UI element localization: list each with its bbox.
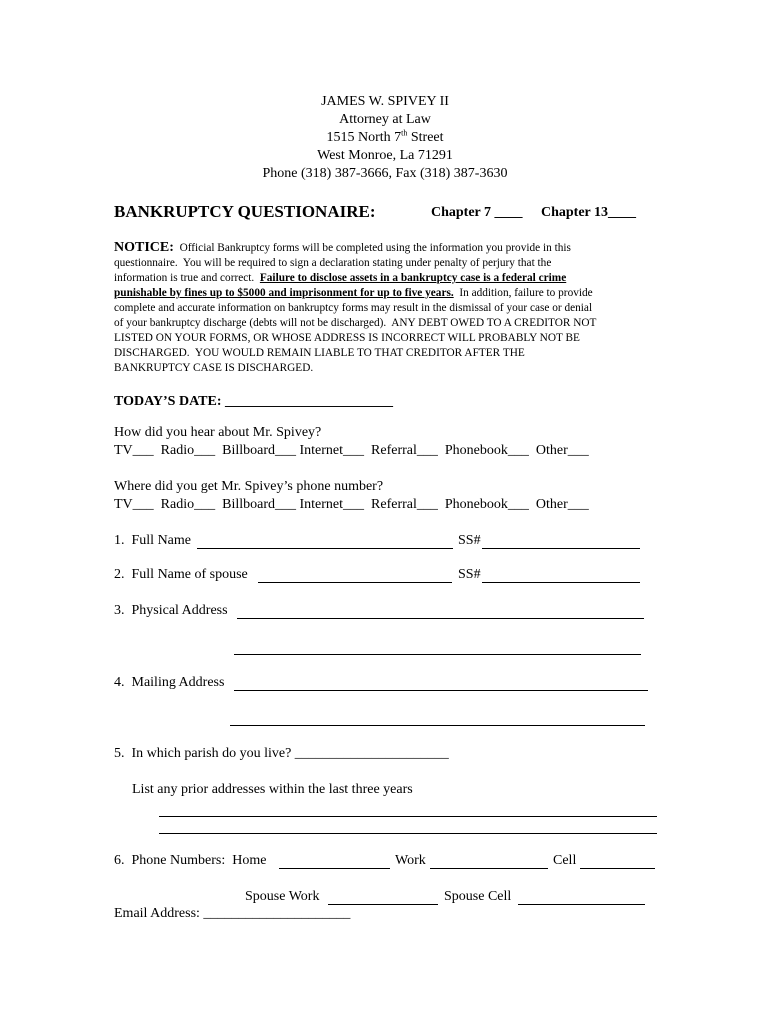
notice-line: Official Bankruptcy forms will be completed using the information you provide in this	[179, 242, 571, 254]
notice-warning: Failure to disclose assets in a bankruptcy case is a federal crime	[259, 272, 567, 284]
spouse-name-input[interactable]	[258, 582, 452, 583]
work-phone-label: Work	[395, 853, 426, 868]
notice-line: complete and accurate information on bankruptcy forms may result in the dismissal of your case or denial	[114, 302, 593, 314]
hear-options[interactable]: TV___ Radio___ Billboard___ Internet___ Referral___ Phonebook___ Other___	[114, 443, 589, 458]
full-name-input[interactable]	[197, 548, 453, 549]
attorney-name: JAMES W. SPIVEY II	[321, 94, 449, 109]
mailing-address-input-2[interactable]	[230, 725, 645, 726]
notice-line: questionnaire. You will be required to sign a declaration stating under penalty of perjury that the	[114, 257, 552, 269]
notice-warning: punishable by fines up to $5000 and imprisonment for up to five years.	[114, 287, 454, 299]
notice-line: In addition, failure to provide	[453, 287, 593, 299]
spouse-work-label: Spouse Work	[245, 889, 320, 904]
spouse-ss-input[interactable]	[482, 582, 640, 583]
notice-heading: NOTICE:	[114, 240, 174, 255]
spouse-ss-label: SS#	[458, 567, 481, 582]
notice-line: DISCHARGED. YOU WOULD REMAIN LIABLE TO THAT CREDITOR AFTER THE	[114, 347, 525, 359]
ss-input[interactable]	[482, 548, 640, 549]
hear-question: How did you hear about Mr. Spivey?	[114, 425, 322, 440]
phone-fax: Phone (318) 387-3666, Fax (318) 387-3630	[262, 166, 508, 181]
attorney-title: Attorney at Law	[339, 112, 431, 127]
ss-label: SS#	[458, 533, 481, 548]
todays-date-field[interactable]: TODAY’S DATE: ________________________	[114, 394, 393, 409]
phone-source-options[interactable]: TV___ Radio___ Billboard___ Internet___ Referral___ Phonebook___ Other___	[114, 497, 589, 512]
physical-address-input[interactable]	[237, 618, 644, 619]
prior-address-input-2[interactable]	[159, 833, 657, 834]
notice-line: LISTED ON YOUR FORMS, OR WHOSE ADDRESS IS INCORRECT WILL PROBABLY NOT BE	[114, 332, 580, 344]
home-phone-input[interactable]	[279, 868, 390, 869]
cell-phone-input[interactable]	[580, 868, 655, 869]
address-city: West Monroe, La 71291	[317, 148, 453, 163]
spouse-work-input[interactable]	[328, 904, 438, 905]
home-phone-label: 6. Phone Numbers: Home	[114, 853, 267, 868]
prior-address-input-1[interactable]	[159, 816, 657, 817]
chapter-7-field[interactable]: Chapter 7 ____	[431, 205, 523, 220]
spouse-name-label: 2. Full Name of spouse	[114, 567, 248, 582]
address-street: 1515 North 7th Street	[326, 128, 444, 145]
work-phone-input[interactable]	[430, 868, 548, 869]
chapter-13-field[interactable]: Chapter 13____	[541, 205, 637, 220]
mailing-address-label: 4. Mailing Address	[114, 675, 225, 690]
parish-field[interactable]: 5. In which parish do you live? ______________________	[114, 746, 449, 761]
spouse-cell-input[interactable]	[518, 904, 645, 905]
form-title: BANKRUPTCY QUESTIONAIRE:	[114, 202, 376, 221]
prior-addresses-label: List any prior addresses within the last three years	[132, 782, 413, 797]
email-field[interactable]: Email Address: _____________________	[114, 906, 351, 921]
spouse-cell-label: Spouse Cell	[444, 889, 512, 904]
notice-line: BANKRUPTCY CASE IS DISCHARGED.	[114, 362, 314, 374]
mailing-address-input[interactable]	[234, 690, 648, 691]
notice-block	[114, 240, 659, 376]
cell-phone-label: Cell	[553, 853, 577, 868]
full-name-label: 1. Full Name	[114, 533, 191, 548]
notice-line: of your bankruptcy discharge (debts will not be discharged). ANY DEBT OWED TO A CREDITOR NOT	[114, 317, 597, 329]
notice-line: information is true and correct.	[114, 272, 260, 284]
physical-address-label: 3. Physical Address	[114, 603, 228, 618]
phone-source-question: Where did you get Mr. Spivey’s phone number?	[114, 479, 384, 494]
physical-address-input-2[interactable]	[234, 654, 641, 655]
